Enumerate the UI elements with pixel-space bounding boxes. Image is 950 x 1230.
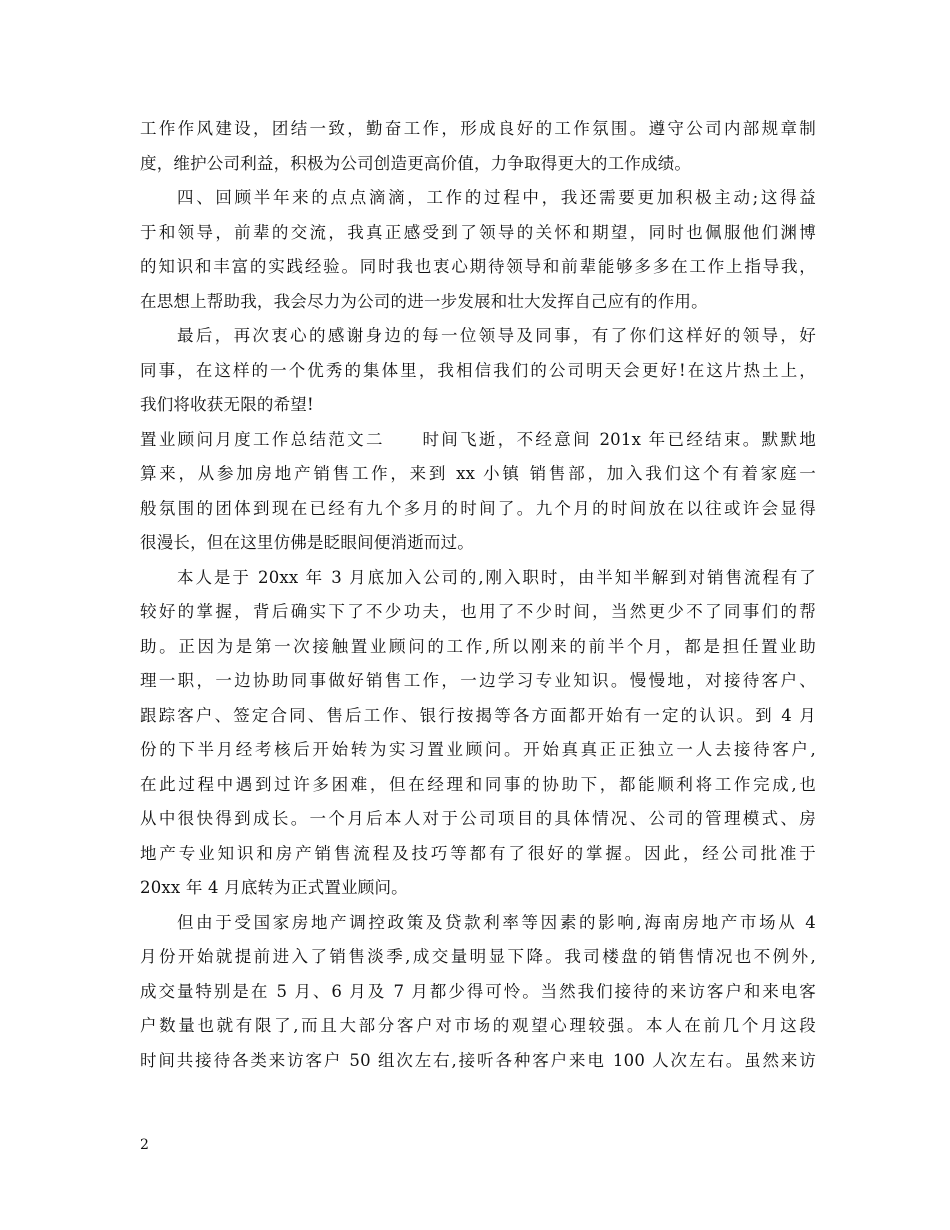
text-line: 从中很快得到成长。一个月后本人对于公司项目的具体情况、公司的管理模式、房 [140, 809, 816, 828]
text-line: 份的下半月经考核后开始转为实习置业顾问。开始真真正正独立一人去接待客户, [140, 740, 816, 759]
page-number: 2 [140, 1137, 149, 1153]
text-line: 很漫长，但在这里仿佛是眨眼间便消逝而过。 [140, 533, 474, 552]
text-line: 的知识和丰富的实践经验。同时我也衷心期待领导和前辈能够多多在工作上指导我， [140, 257, 816, 276]
text-line: 工作作风建设，团结一致，勤奋工作，形成良好的工作氛围。遵守公司内部规章制 [140, 119, 816, 138]
text-line: 跟踪客户、签定合同、售后工作、银行按揭等各方面都开始有一定的认识。到 4 月 [140, 705, 816, 725]
text-line: 成交量特别是在 5 月、6 月及 7 月都少得可怜。当然我们接待的来访客户和来电客 [140, 981, 816, 1001]
text-line: 般氛围的团体到现在已经有九个多月的时间了。九个月的时间放在以往或许会显得 [140, 498, 816, 518]
text-line: 本人是于 20xx 年 3 月底加入公司的,刚入职时，由半知半解到对销售流程有了 [177, 567, 816, 587]
text-line: 助。正因为是第一次接触置业顾问的工作,所以刚来的前半个月，都是担任置业助 [140, 636, 816, 656]
text-line: 时间共接待各类来访客户 50 组次左右,接听各种客户来电 100 人次左右。虽然来访 [140, 1050, 816, 1070]
text-line: 我们将收获无限的希望! [140, 395, 314, 414]
text-line: 月份开始就提前进入了销售淡季,成交量明显下降。我司楼盘的销售情况也不例外, [140, 947, 816, 966]
text-line: 户数量也就有限了,而且大部分客户对市场的观望心理较强。本人在前几个月这段 [140, 1016, 816, 1035]
text-line: 地产专业知识和房产销售流程及技巧等都有了很好的掌握。因此，经公司批准于 [140, 843, 816, 863]
body-text [140, 112, 816, 1078]
text-line: 较好的掌握，背后确实下了不少功夫，也用了不少时间，当然更少不了同事们的帮 [140, 602, 816, 621]
text-line: 置业顾问月度工作总结范文二 时间飞逝，不经意间 201x 年已经结束。默默地 [140, 429, 816, 449]
text-line: 算来，从参加房地产销售工作，来到 xx 小镇 销售部，加入我们这个有着家庭一 [140, 464, 816, 483]
text-line: 同事，在这样的一个优秀的集体里，我相信我们的公司明天会更好!在这片热土上， [140, 360, 816, 380]
text-line: 20xx 年 4 月底转为正式置业顾问。 [140, 878, 408, 897]
text-line: 理一职，一边协助同事做好销售工作，一边学习专业知识。慢慢地，对接待客户、 [140, 671, 816, 690]
text-line: 在此过程中遇到过许多困难，但在经理和同事的协助下，都能顺利将工作完成,也 [140, 774, 816, 794]
text-line: 于和领导，前辈的交流，我真正感受到了领导的关怀和期望，同时也佩服他们渊博 [140, 222, 816, 242]
text-line: 在思想上帮助我，我会尽力为公司的进一步发展和壮大发挥自己应有的作用。 [140, 291, 708, 311]
text-line: 度，维护公司利益，积极为公司创造更高价值，力争取得更大的工作成绩。 [140, 153, 692, 173]
text-line: 最后，再次衷心的感谢身边的每一位领导及同事，有了你们这样好的领导，好 [177, 326, 816, 345]
text-line: 四、回顾半年来的点点滴滴，工作的过程中，我还需要更加积极主动;这得益 [177, 188, 816, 207]
text-line: 但由于受国家房地产调控政策及贷款利率等因素的影响,海南房地产市场从 4 [177, 912, 816, 932]
